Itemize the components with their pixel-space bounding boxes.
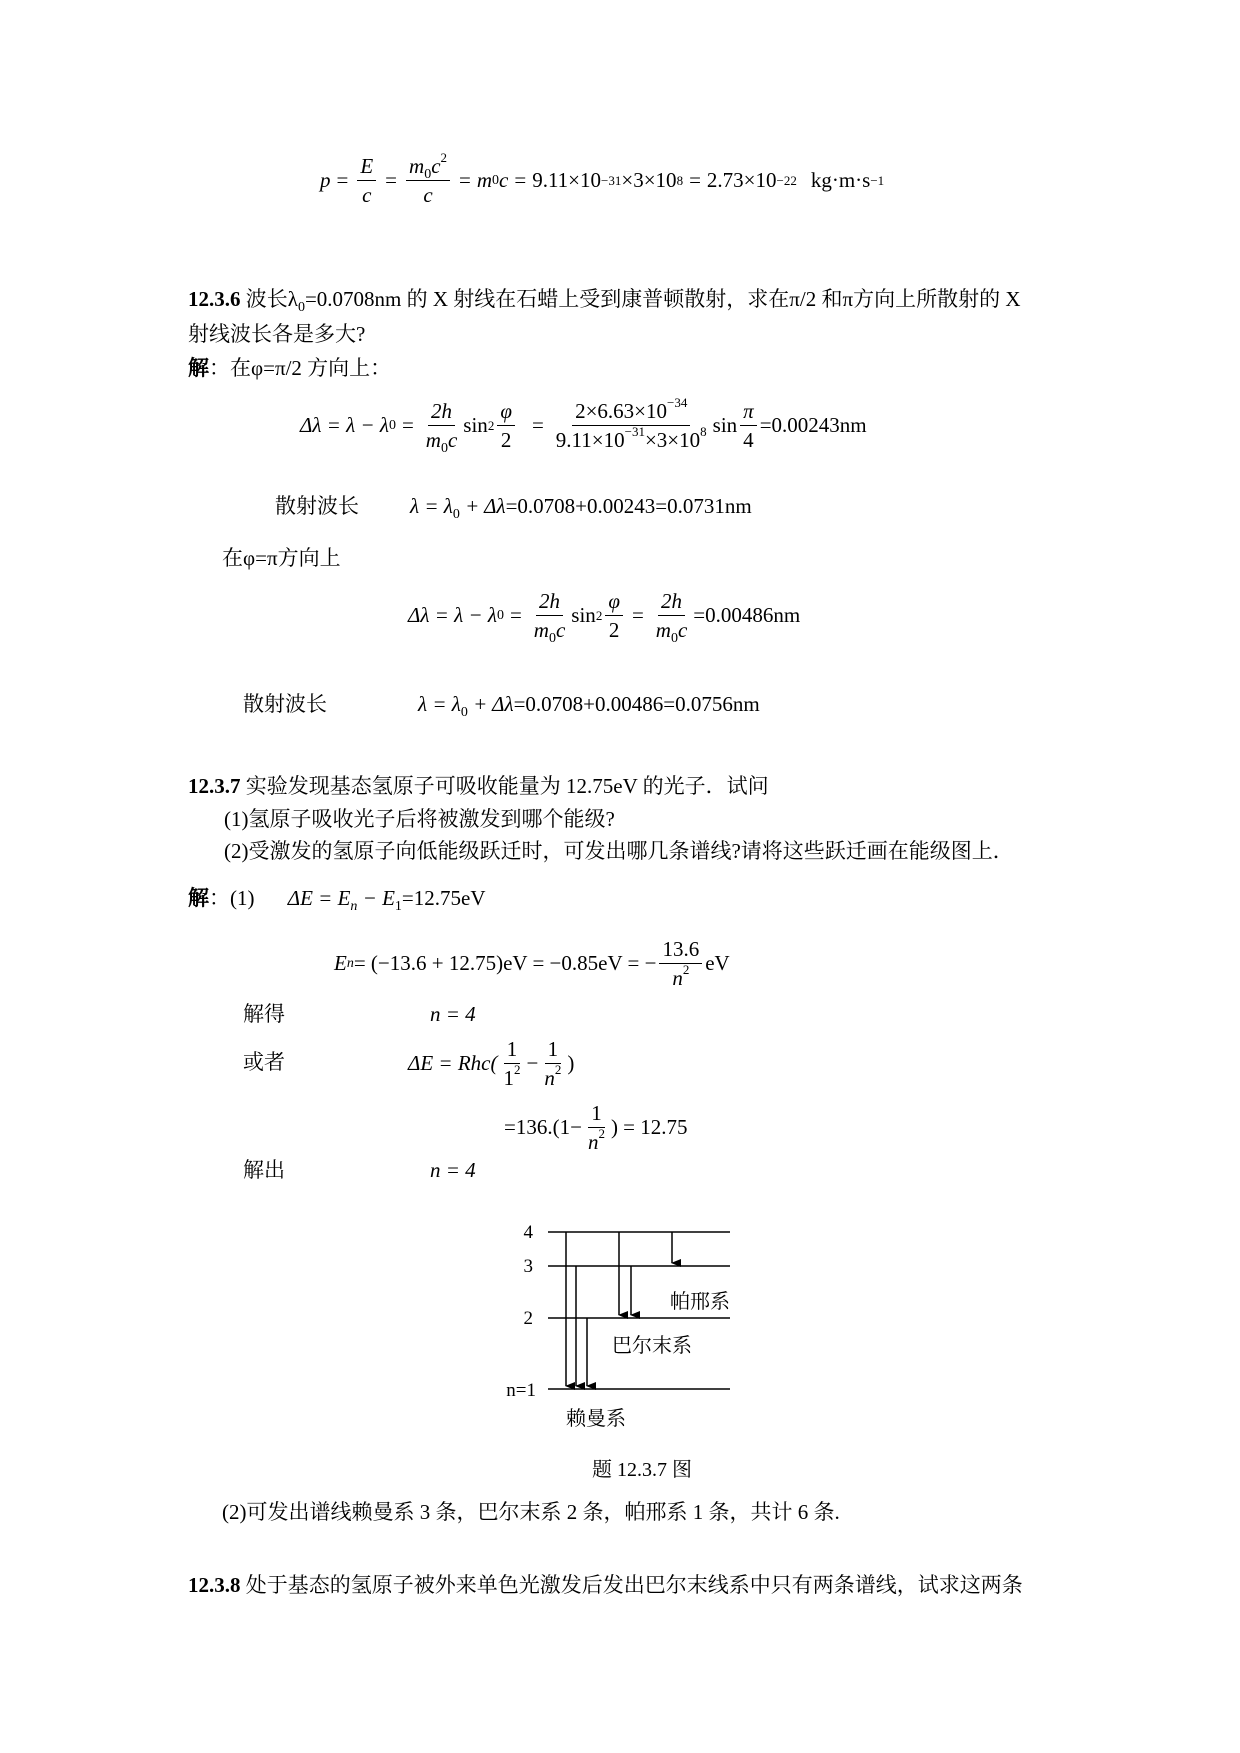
solve-eq-2: n = 4 xyxy=(430,1158,476,1182)
problem-12-3-6: 12.3.6 波长$\lambda_0=0.0708nm$ 的 X 射线在石蜡上受到康普顿散射，求在π/2 和π方向上所散射的 X 射线波长各是多大? 解：在φ=π/2 方向上： xyxy=(188,287,1021,381)
problem-12-3-8: 12.3.8 处于基态的氢原子被外来单色光激发后发出巴尔末线系中只有两条谱线，试求这两条 xyxy=(188,1573,1023,1597)
solve-label-2: 解出 xyxy=(243,1158,285,1182)
eq-136: =136.(1− $\frac{1}{n^2}$ ) = 12.75 xyxy=(504,1101,688,1155)
frac-E-c: $\frac{E}{c}$ xyxy=(357,155,376,206)
diagram-caption: 题 12.3.7 图 xyxy=(592,1459,692,1481)
series-label-paschen: 帕邢系 xyxy=(670,1291,730,1313)
series-label-balmer: 巴尔末系 xyxy=(612,1335,692,1357)
level-label-3: 3 xyxy=(523,1256,533,1277)
scatter-wavelength-2-eq: $\lambda = \lambda_0 + \Delta\lambda=0.0708+0.00486=0.0756nm$ xyxy=(418,692,760,720)
compton-eq-1: Δλ = λ − λ 0 = $\frac{2h}{m_0c}$ sin 2 $\frac{\varphi}{2}$ = $\frac{2\times 6.63\times 10^{-34}}{9.11\times 10^{-31}\times 3\times 10^8}$ sin $\frac{\pi}{4}$ =0.00243nm xyxy=(300,395,867,457)
level-label-1: n=1 xyxy=(506,1380,536,1401)
or-label: 或者 xyxy=(243,1050,285,1074)
scatter-wavelength-1-label: 散射波长 xyxy=(275,494,359,518)
level-label-4: 4 xyxy=(523,1222,533,1243)
solution-1237-start: 解：(1) $\Delta E = E_n - E_1=12.75eV$ xyxy=(188,886,486,914)
solve-label-1: 解得 xyxy=(243,1002,285,1026)
En-equation: E n = (−13.6 + 12.75)eV = −0.85eV = − $\frac{13.6}{n^2}$ eV xyxy=(334,937,730,991)
scatter-wavelength-2-label: 散射波长 xyxy=(243,692,327,716)
phi-pi-text: 在φ=π方向上 xyxy=(222,546,341,570)
eq-p: p xyxy=(320,168,331,193)
compton-eq-2: Δλ = λ − λ 0 = $\frac{2h}{m_0c}$ sin 2 $\frac{\varphi}{2}$ = $\frac{2h}{m_0c}$ =0.00486nm xyxy=(408,589,801,647)
frac-m0c2-c: $\frac{m_0c^2}{c}$ xyxy=(406,155,450,206)
rhc-equation: ΔE = Rhc( $\frac{1}{1^2}$ − $\frac{1}{n^2}$ ) xyxy=(408,1037,575,1091)
level-label-2: 2 xyxy=(523,1308,533,1329)
scatter-wavelength-1-eq: $\lambda = \lambda_0 + \Delta\lambda=0.0708+0.00243=0.0731nm$ xyxy=(410,494,752,522)
answer-part-2: (2)可发出谱线赖曼系 3 条，巴尔末系 2 条，帕邢系 1 条，共计 6 条. xyxy=(222,1500,840,1524)
problem-12-3-7: 12.3.7 实验发现基态氢原子可吸收能量为 12.75eV 的光子．试问 (1)氢原子吸收光子后将被激发到哪个能级? (2)受激发的氢原子向低能级跃迁时，可发出哪几条谱线?请将这些跃迁画在能级图上． xyxy=(188,774,1014,864)
momentum-equation: p = $\frac{E}{c}$ = $\frac{m_0c^2}{c}$ = m 0 c = 9.11×10 −31 ×3×10 8 = 2.73×10 −22 kg·m·s −1 xyxy=(320,150,885,208)
solve-eq-1: n = 4 xyxy=(430,1002,476,1026)
series-label-lyman: 赖曼系 xyxy=(566,1408,626,1430)
